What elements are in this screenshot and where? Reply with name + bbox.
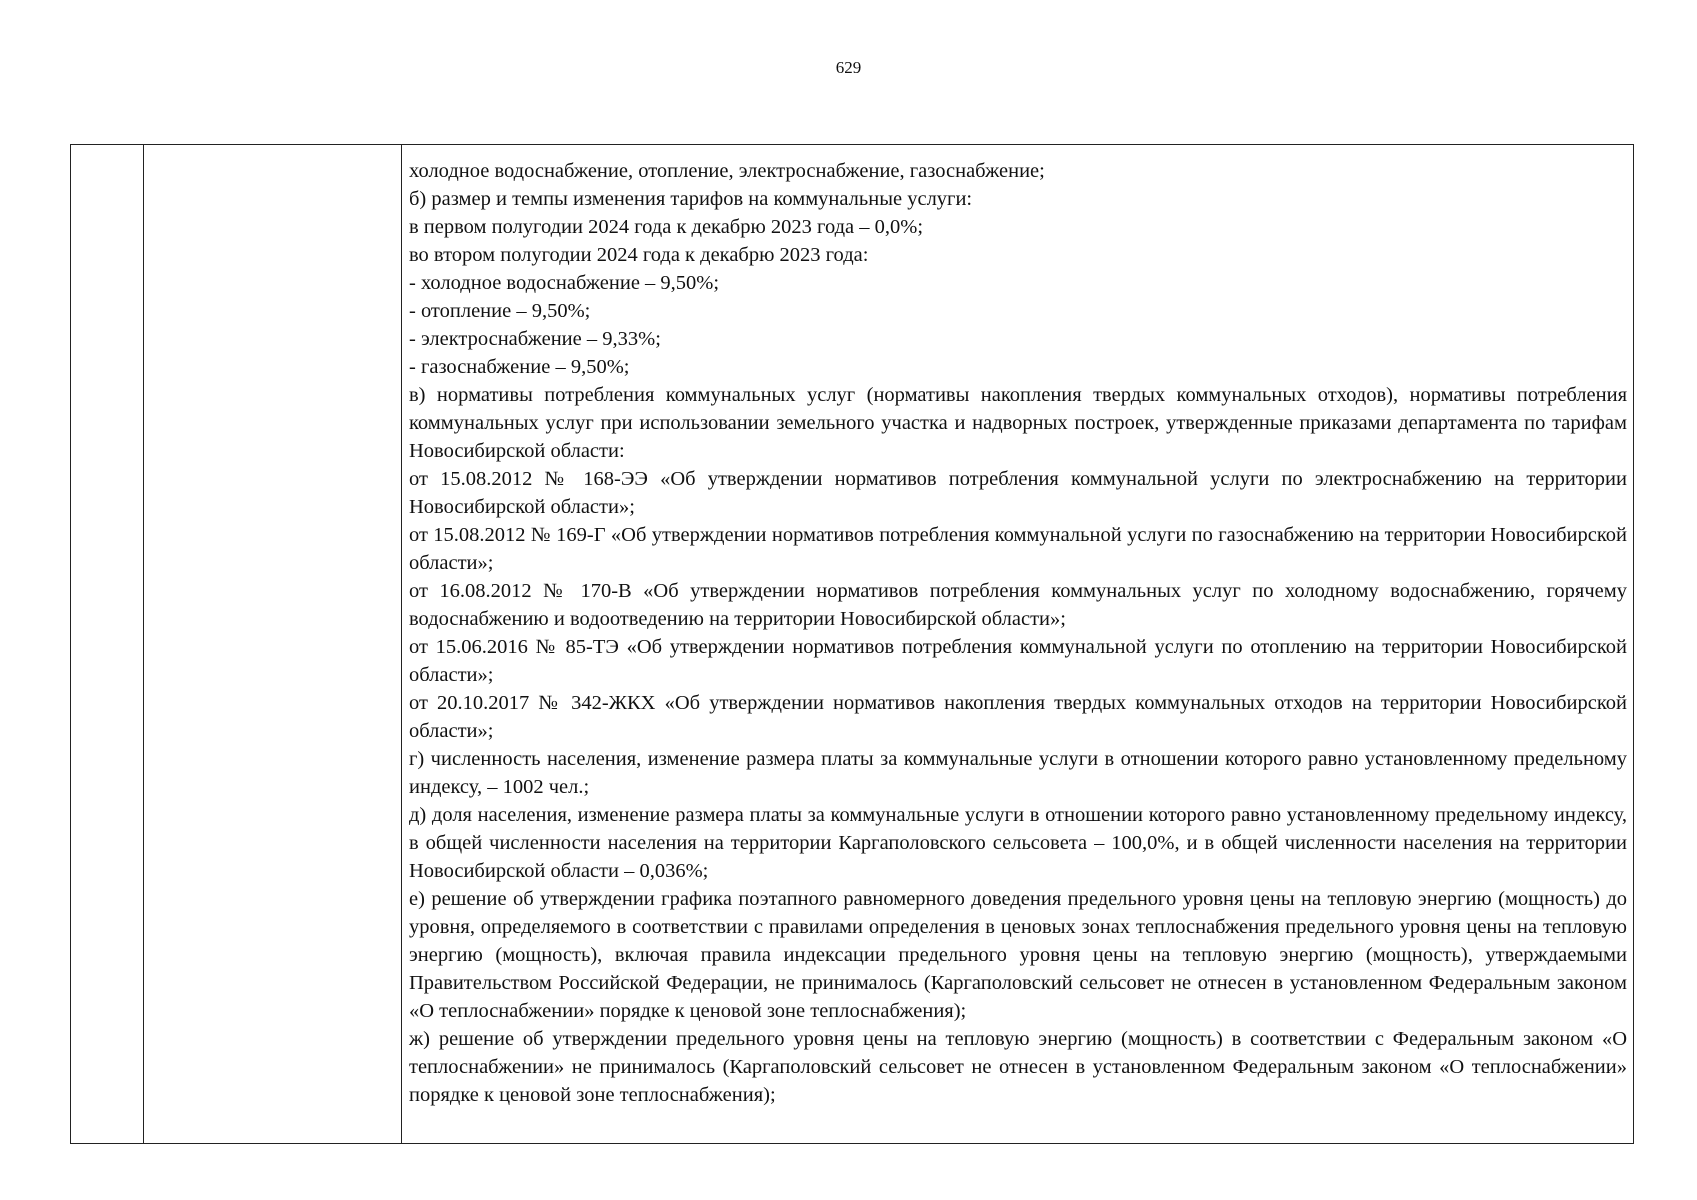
paragraph-population-count: г) численность населения, изменение размера платы за коммунальные услуги в отношении которого равно установленному предельному индексу, – 1002 чел.; xyxy=(409,748,1627,798)
paragraph-cold-water: - холодное водоснабжение – 9,50%; xyxy=(409,272,720,294)
page-number: 629 xyxy=(835,58,862,77)
paragraph-second-half: во втором полугодии 2024 года к декабрю 2023 года: xyxy=(409,244,869,266)
paragraph-order-85: от 15.06.2016 № 85-ТЭ «Об утверждении нормативов потребления коммунальной услуги по отоплению на территории Новосибирской области»; xyxy=(409,636,1627,686)
paragraph-order-168: от 15.08.2012 № 168-ЭЭ «Об утверждении нормативов потребления коммунальной услуги по электроснабжению на территории Новосибирской области»; xyxy=(409,468,1627,518)
table-cell-text xyxy=(409,157,1627,1109)
paragraph-gas: - газоснабжение – 9,50%; xyxy=(409,356,630,378)
paragraph-population-share: д) доля населения, изменение размера платы за коммунальные услуги в отношении которого равно установленному предельному индексу, в общей численности населения на территории Каргаполовского сельсовета – 100,0%, и в общей численности населения на территории Новосибирской области – 0,036%; xyxy=(409,804,1627,882)
paragraph-order-342: от 20.10.2017 № 342-ЖКХ «Об утверждении нормативов накопления твердых коммунальных отходов на территории Новосибирской области»; xyxy=(409,692,1627,742)
paragraph-order-170: от 16.08.2012 № 170-В «Об утверждении нормативов потребления коммунальных услуг по холодному водоснабжению, горячему водоснабжению и водоотведению на территории Новосибирской области»; xyxy=(409,580,1627,630)
paragraph-price-decision: ж) решение об утверждении предельного уровня цены на тепловую энергию (мощность) в соответствии с Федеральным законом «О теплоснабжении» не принималось (Каргаполовский сельсовет не отнесен в установленном Федеральным законом «О теплоснабжении» порядке к ценовой зоне теплоснабжения); xyxy=(409,1028,1627,1106)
paragraph-utilities-list: холодное водоснабжение, отопление, электроснабжение, газоснабжение; xyxy=(409,160,1045,182)
paragraph-norms: в) нормативы потребления коммунальных услуг (нормативы накопления твердых коммунальных отходов), нормативы потребления коммунальных услуг при использовании земельного участка и надворных построек, утвержденные приказами департамента по тарифам Новосибирской области: xyxy=(409,384,1627,462)
paragraph-tariff-heading: б) размер и темпы изменения тарифов на коммунальные услуги: xyxy=(409,188,973,210)
column-divider xyxy=(401,145,402,1143)
paragraph-schedule-decision: е) решение об утверждении графика поэтапного равномерного доведения предельного уровня цены на тепловую энергию (мощность) до уровня, определяемого в соответствии с правилами определения в ценовых зонах теплоснабжения предельного уровня цены на тепловую энергию (мощность), включая правила индексации предельного уровня цены на тепловую энергию (мощность), утверждаемыми Правительством Российской Федерации, не принималось (Каргаполовский сельсовет не отнесен в установленном Федеральным законом «О теплоснабжении» порядке к ценовой зоне теплоснабжения); xyxy=(409,888,1627,1022)
paragraph-heating: - отопление – 9,50%; xyxy=(409,300,591,322)
paragraph-electricity: - электроснабжение – 9,33%; xyxy=(409,328,661,350)
document-table xyxy=(70,144,1634,1144)
column-divider xyxy=(143,145,144,1143)
paragraph-first-half: в первом полугодии 2024 года к декабрю 2023 года – 0,0%; xyxy=(409,216,924,238)
paragraph-order-169: от 15.08.2012 № 169-Г «Об утверждении нормативов потребления коммунальной услуги по газоснабжению на территории Новосибирской области»; xyxy=(409,524,1627,574)
